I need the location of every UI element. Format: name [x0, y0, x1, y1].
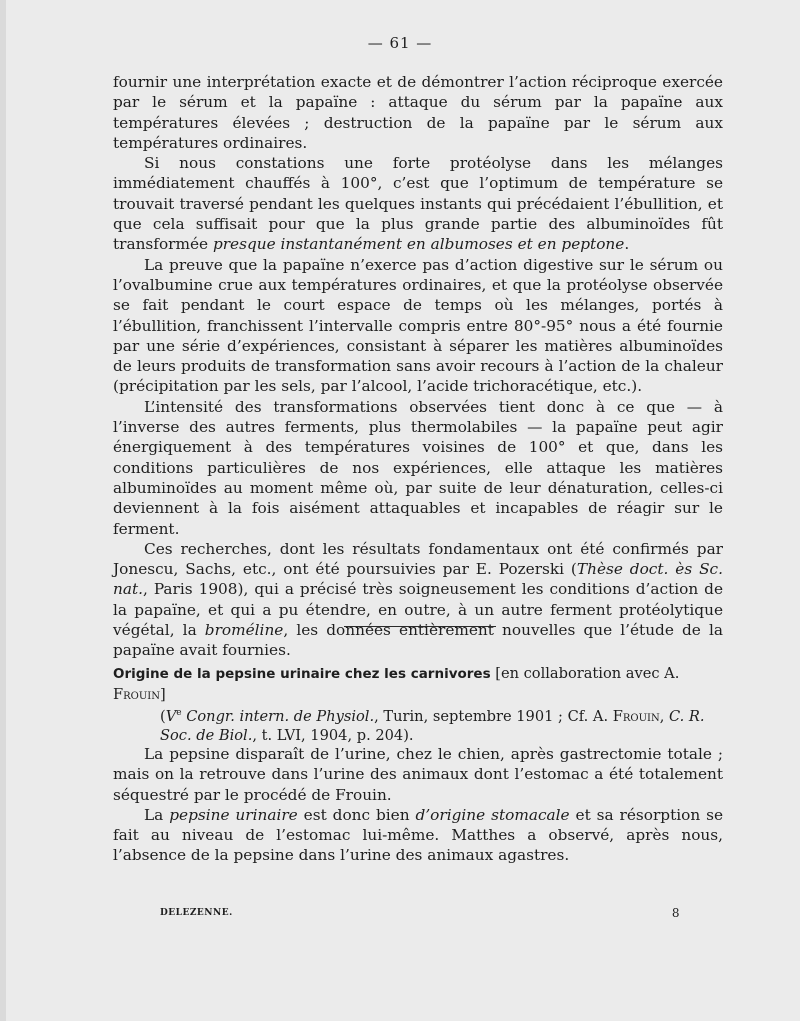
section-heading-line-1 [113, 664, 723, 704]
section-title: Origine de la pepsine urinaire chez les carnivores [113, 666, 491, 682]
pepsine-urinaire-term: pepsine urinaire [169, 805, 298, 824]
paragraph-2 [113, 153, 723, 254]
origine-stomacale-term: d’origine stomacale [415, 805, 570, 824]
ref-text-d: , t. LVI, 1904, p. 204). [252, 727, 414, 745]
ref-congress: Congr. intern. de Physiol. [181, 707, 375, 725]
ref-sup: e [176, 708, 182, 718]
section-body [113, 744, 723, 866]
page-footer [160, 908, 680, 918]
ref-open: ( [160, 707, 166, 725]
ref-author: Frouin [612, 707, 660, 725]
bromeline-term: broméline [204, 621, 284, 640]
paragraph-5-text-a: Ces recherches, dont les résultats fondamentaux ont été confirmés par Jonescu, Sachs, etc., ont été poursuivies par E. Pozerski ( [113, 539, 723, 579]
paragraph-5-text-c: , les données entièrement nouvelles que l’étude de la papaïne avait fournies. [113, 621, 723, 660]
paragraph-3: La preuve que la papaïne n’exerce pas d’action digestive sur le sérum ou l’ovalbumine crue aux températures ordinaires, et que la protéolyse observée se fait pendant le court espace de temps où les mélanges, portés à l’ébullition, franchissent l’intervalle compris entre 80°-95° nous a été fournie par une série d’expériences, consistant à séparer les matières albuminoïdes de leurs produits de transformation sans avoir recours à l’action de la chaleur (précipitation par les sels, par l’alcool, l’acide trichoracétique, etc.). [113, 255, 723, 396]
signature-mark: 8 [671, 906, 680, 920]
ref-text-c: , [659, 707, 669, 725]
paragraph-2-end: . [624, 235, 630, 254]
ref-congress-v: V [165, 707, 177, 725]
paragraph-1: fournir une interprétation exacte et de démontrer l’action réciproque exercée par le sérum et la papaïne : attaque du sérum par la papaïne aux températures élevées ; destruction de la papaïne par le sérum aux températures ordinaires. [113, 73, 723, 152]
section-paragraph-2-a: La [144, 805, 170, 824]
paragraph-5 [113, 539, 723, 661]
collab-pre: [en collaboration avec A. [490, 665, 680, 682]
main-text [113, 72, 723, 661]
collab-post: ] [159, 685, 166, 703]
page-number: — 61 — [367, 34, 433, 52]
paragraph-2-emphasis: presque instantanément en albumoses et en peptone [212, 235, 625, 254]
ref-journal: C. R. Soc. de Biol. [160, 707, 705, 745]
section-paragraph-1: La pepsine disparaît de l’urine, chez le chien, après gastrectomie totale ; mais on la retrouve dans l’urine des animaux dont l’estomac a été totalement séquestré par le procédé de Frouin. [113, 745, 723, 804]
collab-name: Frouin [113, 685, 160, 703]
section-paragraph-2 [113, 805, 723, 866]
thesis-title: Thèse doct. ès Sc. nat. [113, 560, 723, 599]
paragraph-5-text-b: , Paris 1908), qui a précisé très soigneusement les conditions d’action de la papaïne, et qui a pu étendre, en outre, à un autre ferment protéolytique végétal, la [113, 580, 723, 640]
section-divider [344, 626, 496, 627]
section-paragraph-2-b: est donc bien [297, 805, 416, 824]
ref-text-b: , Turin, septembre 1901 ; Cf. A. [374, 707, 613, 725]
section-heading [113, 664, 723, 746]
section-paragraph-2-c: et sa résorption se fait au niveau de l’estomac lui-même. Matthes a observé, après nous, l’absence de la pepsine dans l’urine des animaux agastres. [113, 805, 724, 865]
author-name: DELEZENNE. [160, 908, 233, 918]
paragraph-4: L’intensité des transformations observées tient donc à ce que — à l’inverse des autres ferments, plus thermolabiles — la papaïne peut agir énergiquement à des températures voisines de 100° et que, dans les conditions particulières de nos expériences, elle attaque les matières albuminoïdes au moment même où, par suite de leur dénaturation, celles-ci deviennent à la fois aisément attaquables et incapables de réagir sur le ferment. [113, 397, 723, 538]
section-reference [113, 704, 723, 746]
paragraph-2-text: Si nous constations une forte protéolyse dans les mélanges immédiatement chauffés à 100°, c’est que l’optimum de température se trouvait traversé pendant les quelques instants qui précédaient l’ébullition, et que cela suffisait pour que la plus grande partie des albuminoïdes fût transformée [113, 154, 723, 254]
